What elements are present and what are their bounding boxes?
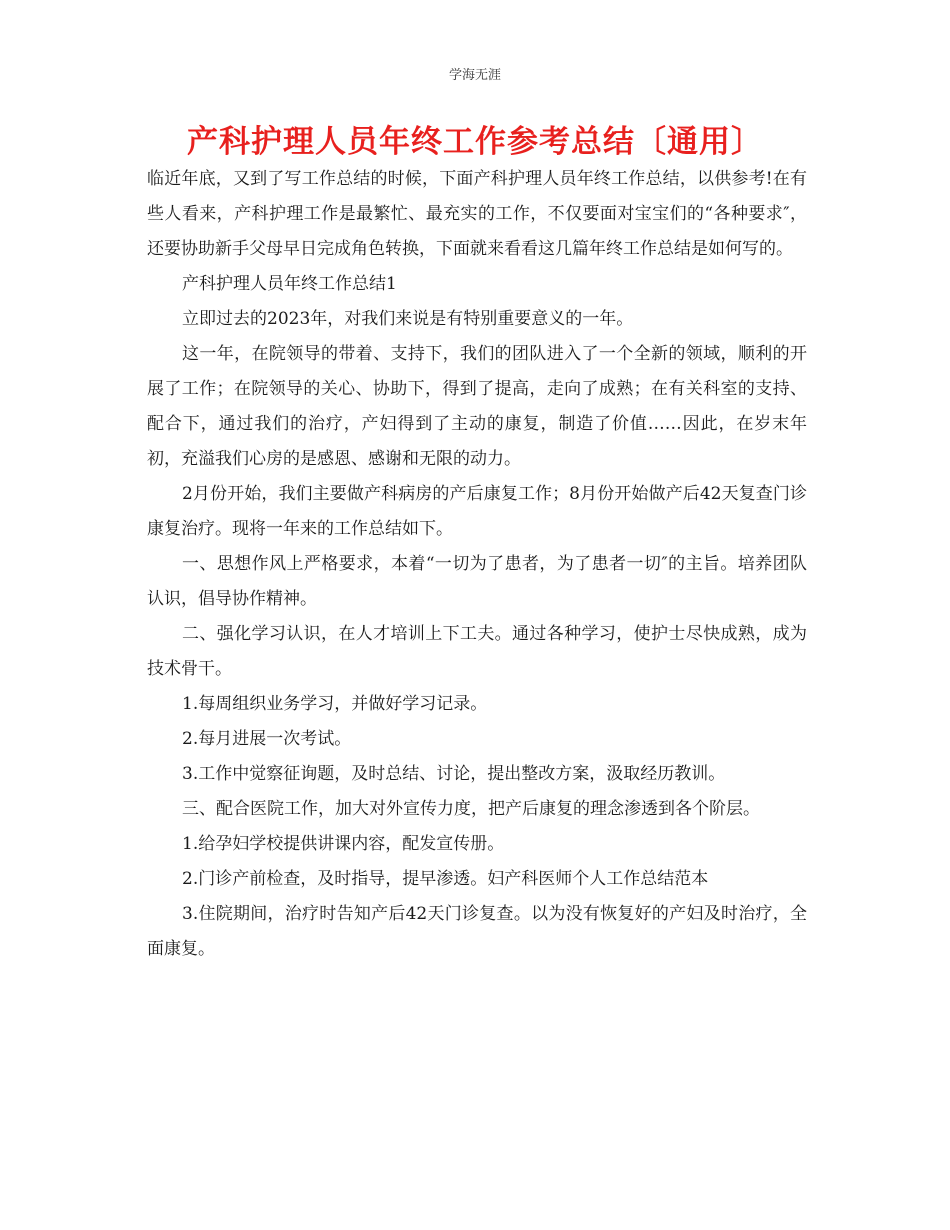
body-paragraph: 二、强化学习认识，在人才培训上下工夫。通过各种学习，使护士尽快成熟，成为技术骨干。 — [147, 624, 807, 679]
list-item: 3.住院期间，治疗时告知产后42天门诊复查。以为没有恢复好的产妇及时治疗，全面康复。 — [147, 904, 807, 959]
body-paragraph: 这一年，在院领导的带着、支持下，我们的团队进入了一个全新的领域，顺利的开展了工作；在院领导的关心、协助下，得到了提高，走向了成熟；在有关科室的支持、配合下，通过我们的治疗，产妇得到了主动的康复，制造了价值……因此，在岁末年初，充溢我们心房的是感恩、感谢和无限的动力。 — [147, 344, 807, 469]
list-item: 1.每周组织业务学习，并做好学习记录。 — [182, 694, 488, 714]
body-paragraph: 2月份开始，我们主要做产科病房的产后康复工作；8月份开始做产后42天复查门诊康复治疗。现将一年来的工作总结如下。 — [147, 484, 807, 539]
list-item: 2.门诊产前检查，及时指导，提早渗透。妇产科医师个人工作总结范本 — [182, 869, 709, 889]
body-paragraph: 三、配合医院工作，加大对外宣传力度，把产后康复的理念渗透到各个阶层。 — [182, 799, 760, 819]
intro-paragraph: 临近年底，又到了写工作总结的时候，下面产科护理人员年终工作总结，以供参考!在有些人看来，产科护理工作是最繁忙、最充实的工作，不仅要面对宝宝们的“各种要求″，还要协助新手父母早日完成角色转换，下面就来看看这几篇年终工作总结是如何写的。 — [147, 169, 807, 259]
section-heading: 产科护理人员年终工作总结1 — [182, 274, 397, 294]
document-body — [147, 162, 807, 967]
body-paragraph: 一、思想作风上严格要求，本着“一切为了患者，为了患者一切″的主旨。培养团队认识，倡导协作精神。 — [147, 554, 807, 609]
list-item: 1.给孕妇学校提供讲课内容，配发宣传册。 — [182, 834, 505, 854]
page-header: 学海无涯 — [448, 68, 501, 83]
body-paragraph: 立即过去的2023年，对我们来说是有特别重要意义的一年。 — [182, 309, 634, 329]
list-item: 2.每月进展一次考试。 — [182, 729, 352, 749]
document-title: 产科护理人员年终工作参考总结〔通用〕 — [187, 124, 763, 160]
list-item: 3.工作中觉察征询题，及时总结、讨论，提出整改方案，汲取经历教训。 — [182, 764, 726, 784]
